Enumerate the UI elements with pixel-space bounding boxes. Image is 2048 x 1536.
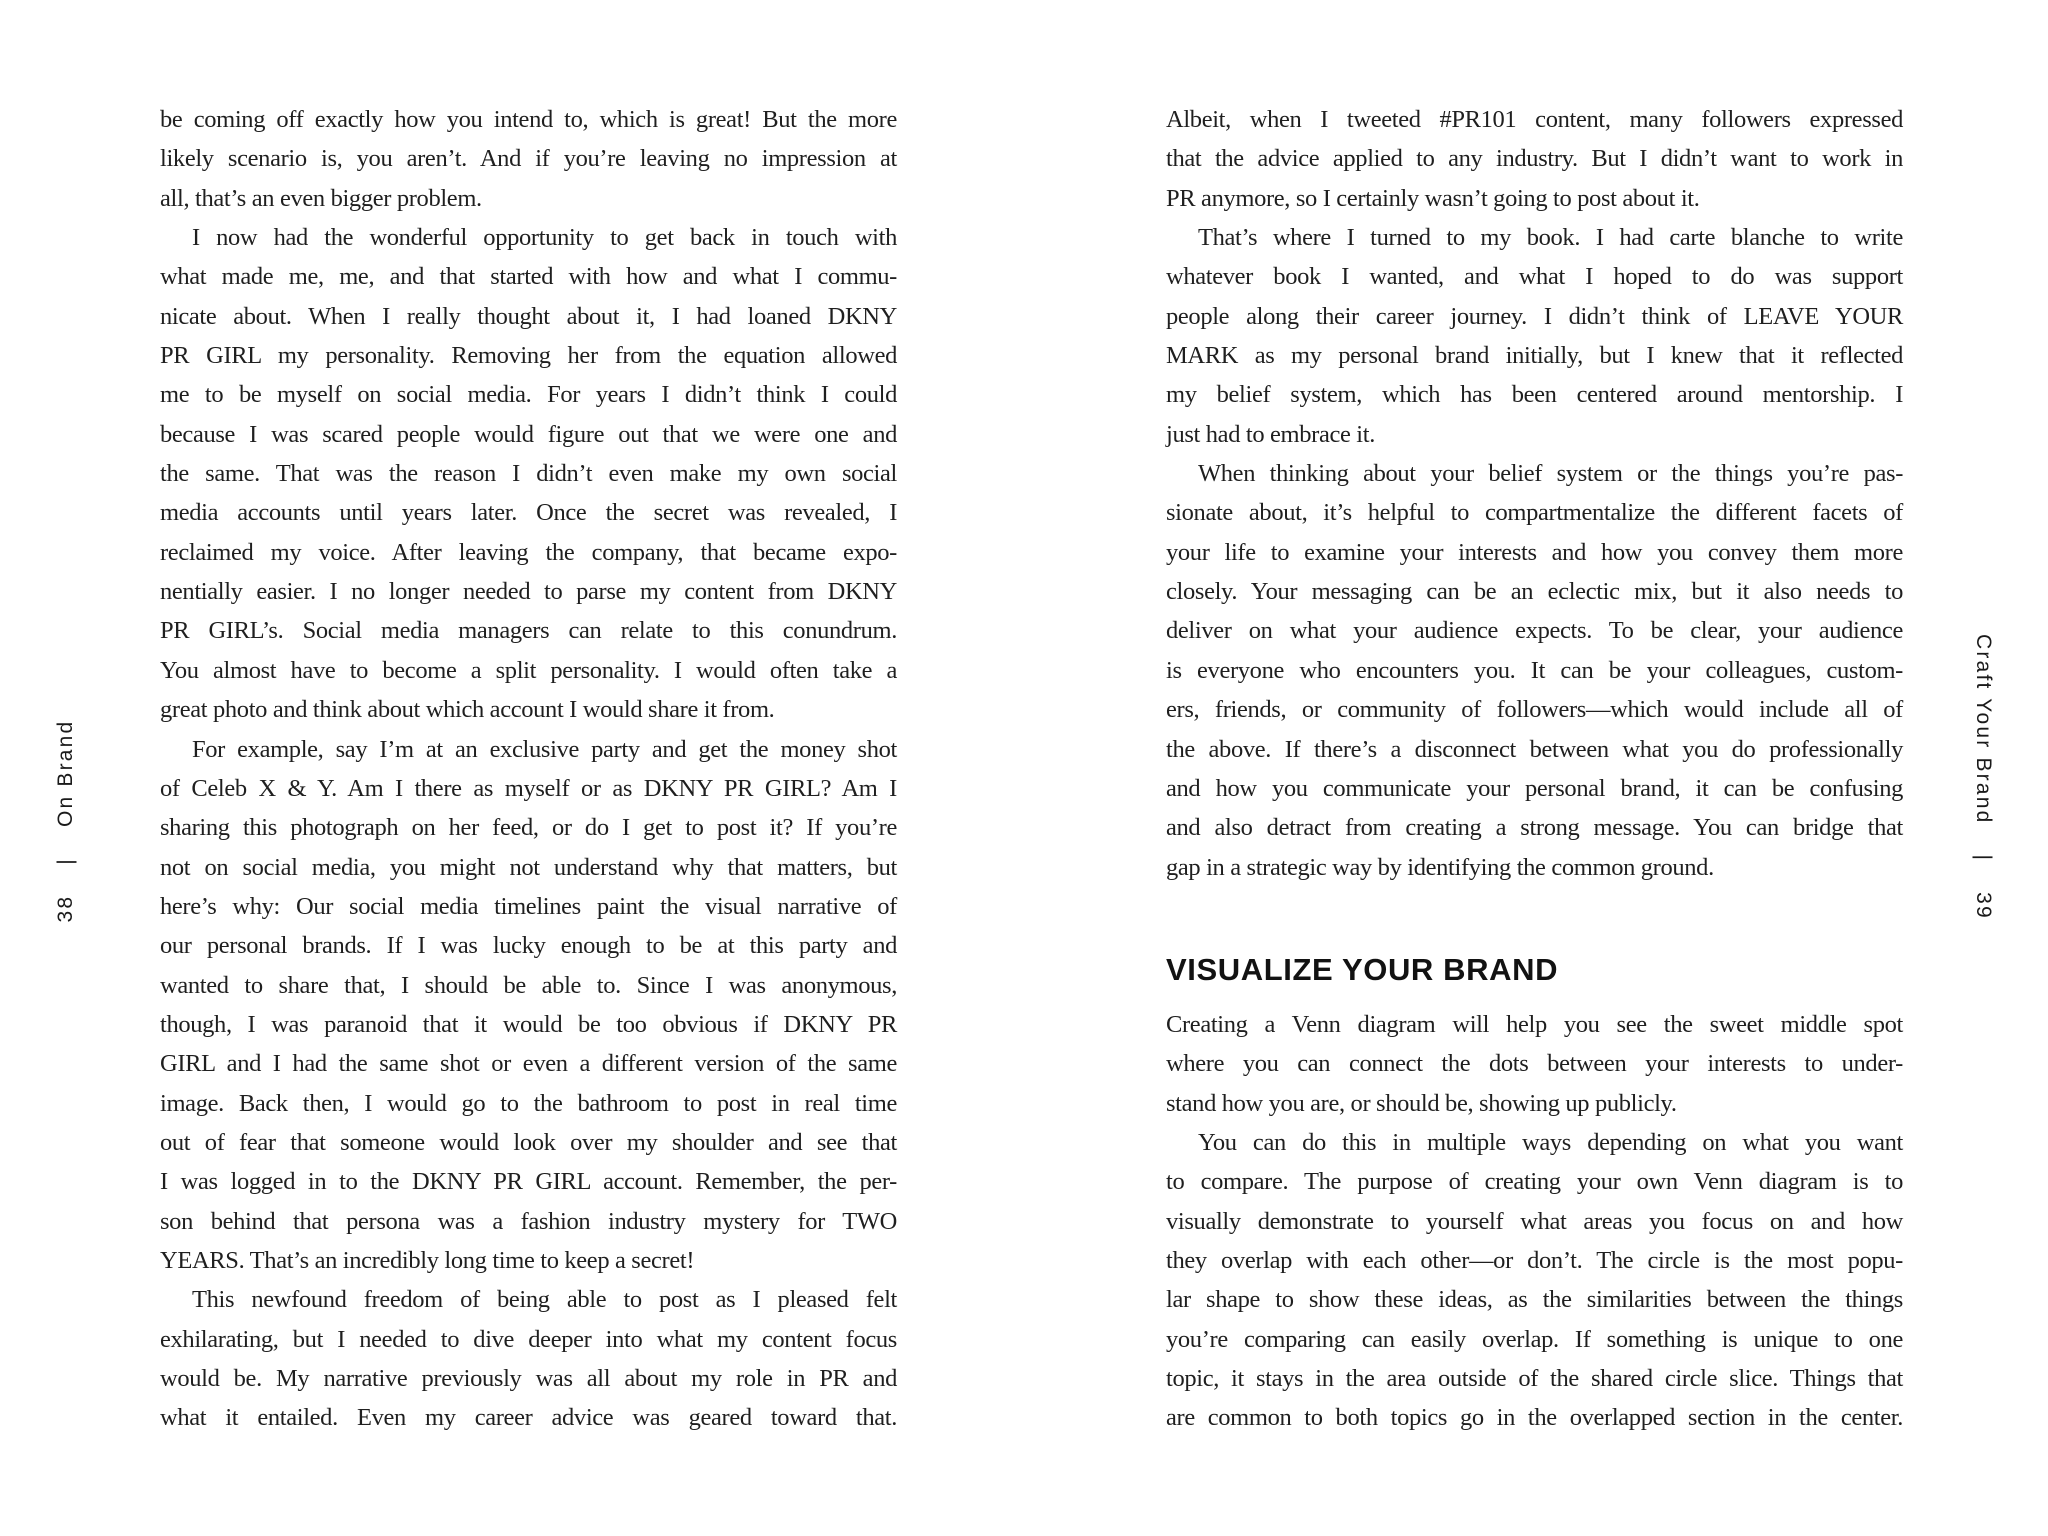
- body-text-line: your life to examine your interests and how you convey them more: [1166, 538, 1903, 566]
- body-text-line: MARK as my personal brand initially, but I knew that it reflected: [1166, 342, 1903, 370]
- body-text-line: is everyone who encounters you. It can be your colleagues, custom-: [1166, 656, 1903, 684]
- body-text-line: You almost have to become a split personality. I would often take a: [160, 656, 897, 684]
- body-text-line: Creating a Venn diagram will help you see the sweet middle spot: [1166, 1010, 1903, 1038]
- body-text-line: I now had the wonderful opportunity to get back in touch with: [192, 224, 897, 252]
- body-text-line: out of fear that someone would look over my shoulder and see that: [160, 1128, 897, 1156]
- body-text-line: wanted to share that, I should be able to. Since I was anonymous,: [160, 971, 897, 999]
- body-text-line: exhilarating, but I needed to dive deeper into what my content focus: [160, 1325, 897, 1353]
- body-text-line: likely scenario is, you aren’t. And if you’re leaving no impression at: [160, 145, 897, 173]
- body-text-line: you’re comparing can easily overlap. If something is unique to one: [1166, 1325, 1903, 1353]
- left-running-head-title: On Brand: [54, 719, 77, 828]
- body-text-line: That’s where I turned to my book. I had carte blanche to write: [1198, 224, 1903, 252]
- body-text-line: and also detract from creating a strong message. You can bridge that: [1166, 814, 1903, 842]
- body-text-line: all, that’s an even bigger problem.: [160, 184, 482, 212]
- body-text-line: great photo and think about which account I would share it from.: [160, 696, 775, 724]
- left-page-text-column: [160, 100, 897, 1438]
- body-text-line: media accounts until years later. Once the secret was revealed, I: [160, 499, 897, 527]
- body-text-line: topic, it stays in the area outside of the shared circle slice. Things that: [1166, 1364, 1903, 1392]
- body-text-line: sharing this photograph on her feed, or do I get to post it? If you’re: [160, 814, 897, 842]
- right-page-number: 39: [1972, 892, 1995, 920]
- body-text-line: they overlap with each other—or don’t. The circle is the most popu-: [1166, 1246, 1903, 1274]
- body-text-line: sionate about, it’s helpful to compartmentalize the different facets of: [1166, 499, 1903, 527]
- left-page-number: 38: [54, 894, 77, 923]
- body-text-line: nicate about. When I really thought about it, I had loaned DKNY: [160, 302, 897, 330]
- body-text-line: here’s why: Our social media timelines paint the visual narrative of: [160, 892, 897, 920]
- body-text-line: closely. Your messaging can be an eclectic mix, but it also needs to: [1166, 578, 1903, 606]
- body-text-line: YEARS. That’s an incredibly long time to keep a secret!: [160, 1246, 695, 1274]
- body-text-line: just had to embrace it.: [1166, 420, 1375, 448]
- left-running-head-separator: |: [54, 857, 77, 865]
- right-running-head-title: Craft Your Brand: [1972, 634, 1995, 825]
- body-text-line: GIRL and I had the same shot or even a different version of the same: [160, 1050, 897, 1078]
- body-text-line: would be. My narrative previously was all about my role in PR and: [160, 1365, 897, 1392]
- body-text-line: stand how you are, or should be, showing up publicly.: [1166, 1089, 1677, 1117]
- body-text-line: This newfound freedom of being able to post as I pleased felt: [192, 1286, 897, 1314]
- body-text-line: me to be myself on social media. For years I didn’t think I could: [160, 381, 897, 409]
- body-text-line: to compare. The purpose of creating your own Venn diagram is to: [1166, 1168, 1903, 1196]
- left-running-head: [45, 621, 87, 1021]
- right-running-head-separator: |: [1972, 854, 1995, 863]
- body-text-line: gap in a strategic way by identifying the common ground.: [1166, 853, 1714, 881]
- body-text-line: whatever book I wanted, and what I hoped to do was support: [1166, 263, 1903, 291]
- body-text-line: ers, friends, or community of followers—which would include all of: [1166, 696, 1903, 724]
- body-text-line: son behind that persona was a fashion industry mystery for TWO: [160, 1207, 897, 1235]
- body-text-line: that the advice applied to any industry. But I didn’t want to work in: [1166, 145, 1903, 173]
- body-text-line: where you can connect the dots between your interests to under-: [1166, 1050, 1903, 1078]
- body-text-line: When thinking about your belief system or the things you’re pas-: [1198, 460, 1903, 488]
- body-text-line: not on social media, you might not understand why that matters, but: [160, 853, 897, 881]
- body-text-line: PR GIRL my personality. Removing her from the equation allowed: [160, 342, 897, 370]
- body-text-line: though, I was paranoid that it would be too obvious if DKNY PR: [160, 1010, 897, 1038]
- right-running-head: [1962, 567, 2004, 987]
- body-text-line: what it entailed. Even my career advice was geared toward that.: [160, 1404, 897, 1432]
- body-text-line: of Celeb X & Y. Am I there as myself or as DKNY PR GIRL? Am I: [160, 774, 897, 802]
- body-text-line: lar shape to show these ideas, as the similarities between the things: [1166, 1286, 1903, 1314]
- body-text-line: PR anymore, so I certainly wasn’t going to post about it.: [1166, 184, 1700, 212]
- body-text-line: what made me, me, and that started with how and what I commu-: [160, 263, 897, 291]
- body-text-line: For example, say I’m at an exclusive party and get the money shot: [192, 735, 897, 763]
- body-text-line: You can do this in multiple ways depending on what you want: [1198, 1128, 1903, 1156]
- body-text-line: people along their career journey. I didn’t think of LEAVE YOUR: [1166, 302, 1903, 330]
- body-text-line: and how you communicate your personal brand, it can be confusing: [1166, 774, 1903, 802]
- body-text-line: our personal brands. If I was lucky enough to be at this party and: [160, 932, 897, 960]
- body-text-line: the same. That was the reason I didn’t even make my own social: [160, 460, 897, 488]
- body-text-line: visually demonstrate to yourself what areas you focus on and how: [1166, 1207, 1903, 1235]
- body-text-line: be coming off exactly how you intend to, which is great! But the more: [160, 106, 897, 133]
- body-text-line: because I was scared people would figure out that we were one and: [160, 420, 897, 448]
- body-text-line: deliver on what your audience expects. To be clear, your audience: [1166, 617, 1903, 645]
- body-text-line: PR GIRL’s. Social media managers can relate to this conundrum.: [160, 617, 897, 645]
- body-text-line: nentially easier. I no longer needed to parse my content from DKNY: [160, 578, 897, 606]
- body-text-line: Albeit, when I tweeted #PR101 content, many followers expressed: [1166, 106, 1903, 133]
- section-heading: VISUALIZE YOUR BRAND: [1166, 951, 1559, 987]
- body-text-line: are common to both topics go in the overlapped section in the center.: [1166, 1404, 1903, 1432]
- right-page-text-column: [1166, 100, 1903, 1438]
- body-text-line: my belief system, which has been centered around mentorship. I: [1166, 381, 1903, 409]
- body-text-line: the above. If there’s a disconnect between what you do professionally: [1166, 735, 1903, 763]
- body-text-line: image. Back then, I would go to the bathroom to post in real time: [160, 1089, 897, 1117]
- body-text-line: I was logged in to the DKNY PR GIRL account. Remember, the per-: [160, 1168, 897, 1196]
- body-text-line: reclaimed my voice. After leaving the company, that became expo-: [160, 538, 897, 566]
